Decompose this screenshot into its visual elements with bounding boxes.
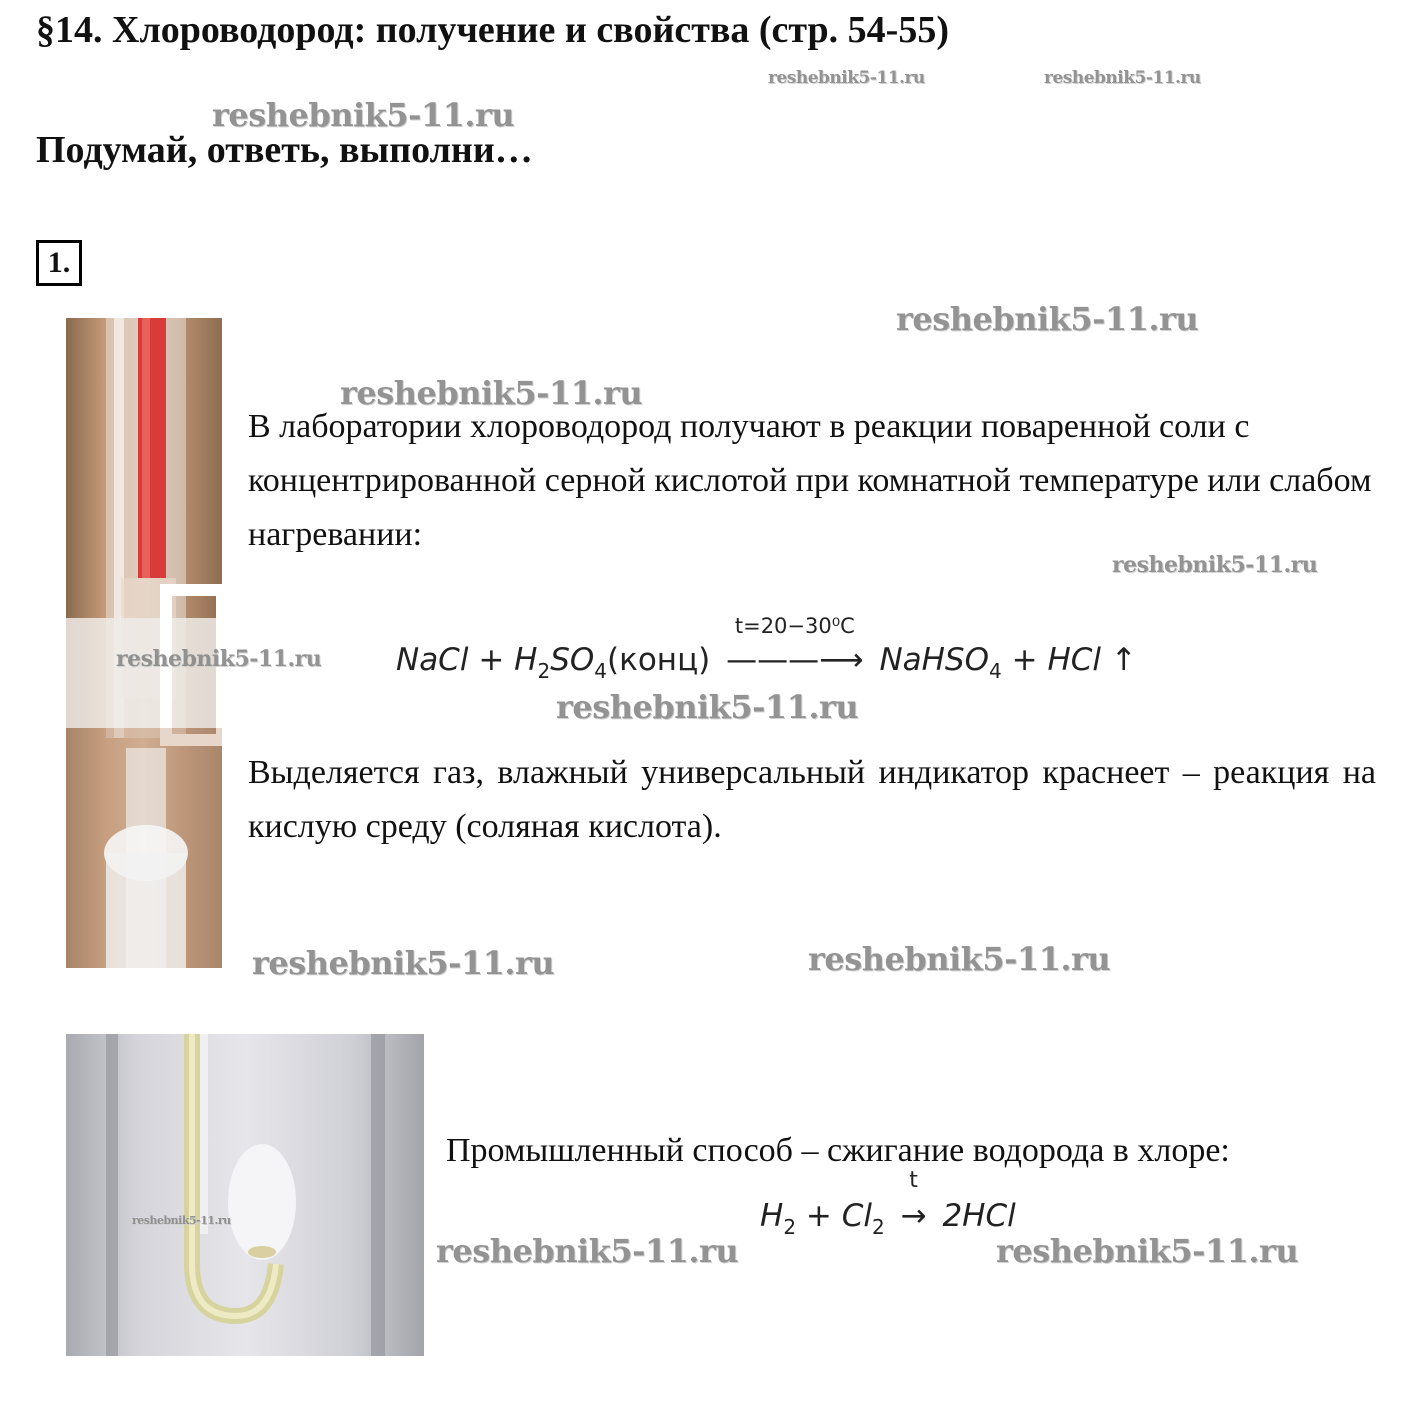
section-subtitle: Подумай, ответь, выполни…	[36, 129, 533, 171]
lab-method-paragraph: В лаборатории хлороводород получают в реакции поваренной соли с концентрированной серной кислотой при комнатной температуре или слабом нагревании:	[248, 408, 1372, 553]
gas-arrow-icon: ↑	[1110, 642, 1137, 678]
watermark: reshebnik5-11.ru	[1112, 552, 1318, 578]
task-number: 1.	[47, 246, 71, 279]
watermark: reshebnik5-11.ru	[556, 688, 859, 726]
watermark: reshebnik5-11.ru	[212, 96, 515, 134]
product-nahso4: NaHSO$_4$	[879, 642, 1002, 683]
watermark: reshebnik5-11.ru	[1044, 68, 1201, 88]
plus-sign: +	[478, 642, 505, 678]
reactant-h2: $H_2$	[760, 1198, 797, 1239]
reactant-cl2: $Cl_2$	[841, 1198, 885, 1239]
heating-condition: t	[909, 1168, 918, 1193]
watermark: reshebnik5-11.ru	[116, 646, 322, 672]
reaction-arrow-2	[900, 1168, 927, 1234]
reaction-arrow	[726, 614, 864, 678]
arrow-glyph-2: →	[900, 1198, 927, 1234]
reactant-h2so4: $H_2SO_4$	[514, 642, 608, 683]
reaction-condition: t=20−30⁰C	[734, 614, 855, 638]
watermark: reshebnik5-11.ru	[768, 68, 925, 88]
watermark: reshebnik5-11.ru	[996, 1232, 1299, 1270]
watermark: reshebnik5-11.ru	[132, 1214, 231, 1227]
concentrated-note: (конц)	[607, 642, 711, 678]
industry-reaction-equation	[760, 1168, 1016, 1239]
plus-sign-2: +	[1011, 642, 1038, 678]
product-hcl: HCl	[1047, 642, 1102, 678]
reactant-nacl: NaCl	[396, 642, 469, 678]
watermark: reshebnik5-11.ru	[808, 940, 1111, 978]
watermark: reshebnik5-11.ru	[340, 374, 643, 412]
industry-method-paragraph: Промышленный способ – сжигание водорода в хлоре:	[446, 1132, 1230, 1169]
lab-reaction-equation	[396, 614, 1137, 683]
watermark: reshebnik5-11.ru	[436, 1232, 739, 1270]
result-paragraph: Выделяется газ, влажный универсальный индикатор краснеет – реакция на кислую среду (соляная кислота).	[248, 754, 1376, 845]
product-2hcl: 2HCl	[942, 1198, 1016, 1234]
plus-sign-3: +	[805, 1198, 832, 1234]
arrow-glyph: ———⟶	[726, 642, 864, 678]
test-tube-indicator-photo	[66, 318, 222, 968]
hydrogen-burning-photo	[66, 1034, 424, 1356]
watermark: reshebnik5-11.ru	[252, 944, 555, 982]
watermark: reshebnik5-11.ru	[896, 300, 1199, 338]
page-title: §14. Хлороводород: получение и свойства (стр. 54-55)	[36, 9, 949, 51]
task-number-box	[36, 240, 82, 286]
